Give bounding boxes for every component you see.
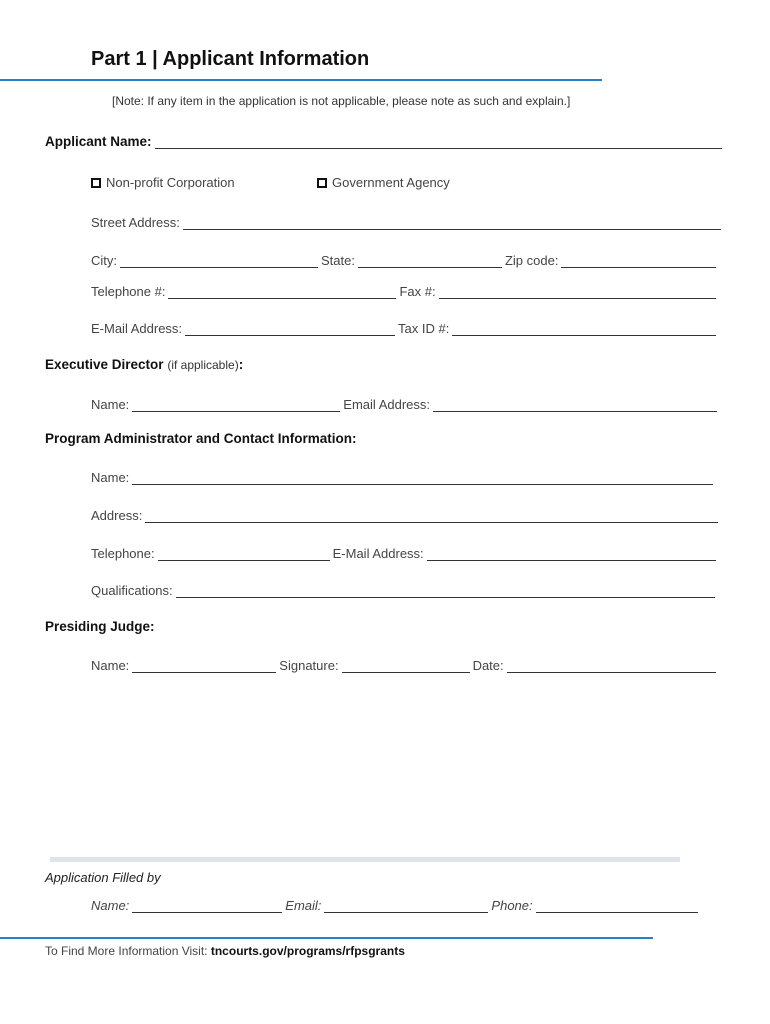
more-info-text [45,944,405,958]
filled-email-field[interactable] [324,899,488,913]
street-row [91,212,724,230]
exec-director-row [91,394,720,412]
admin-name-label: Name: [91,470,130,485]
admin-name-row [91,467,716,485]
filled-email-label: Email: [285,898,322,913]
judge-date-label: Date: [472,658,504,673]
filled-name-label: Name: [91,898,130,913]
instruction-note: [Note: If any item in the application is not applicable, please note as such and explain.] [112,94,571,108]
zip-field[interactable] [561,254,716,268]
admin-phone-email-row [91,543,719,561]
email-taxid-row [91,318,719,336]
filled-by-heading: Application Filled by [45,870,161,885]
exec-email-field[interactable] [433,398,717,412]
program-admin-heading: Program Administrator and Contact Information: [45,431,357,446]
exec-director-colon: : [238,357,244,372]
judge-signature-field[interactable] [342,659,470,673]
applicant-name-label: Applicant Name: [45,134,152,149]
admin-qual-label: Qualifications: [91,583,173,598]
nonprofit-checkbox[interactable] [91,178,101,188]
government-checkbox[interactable] [317,178,327,188]
government-option[interactable] [317,175,450,190]
state-field[interactable] [358,254,502,268]
street-label: Street Address: [91,215,180,230]
judge-name-field[interactable] [132,659,276,673]
email-label: E-Mail Address: [91,321,183,336]
admin-qual-field[interactable] [176,584,715,598]
taxid-field[interactable] [452,322,716,336]
applicant-name-row [45,131,725,149]
zip-label: Zip code: [504,253,559,268]
filled-by-row [91,895,701,913]
email-field[interactable] [185,322,395,336]
city-field[interactable] [120,254,318,268]
nonprofit-label: Non-profit Corporation [106,175,235,190]
exec-name-label: Name: [91,397,130,412]
fax-label: Fax #: [399,284,436,299]
title-divider [0,79,602,81]
admin-email-field[interactable] [427,547,716,561]
exec-director-heading [45,357,243,372]
page-title: Part 1 | Applicant Information [91,48,370,70]
admin-phone-field[interactable] [158,547,330,561]
info-link[interactable]: tncourts.gov/programs/rfpsgrants [210,944,405,958]
phone-fax-row [91,281,719,299]
phone-label: Telephone #: [91,284,166,299]
government-label: Government Agency [332,175,450,190]
visit-label: To Find More Information Visit: [45,944,208,958]
admin-email-label: E-Mail Address: [332,546,424,561]
footer-divider [0,937,653,939]
street-field[interactable] [183,216,721,230]
admin-address-field[interactable] [145,509,718,523]
filled-name-field[interactable] [132,899,282,913]
presiding-judge-heading: Presiding Judge: [45,619,155,634]
judge-row [91,655,719,673]
admin-name-field[interactable] [132,471,713,485]
nonprofit-option[interactable] [91,175,235,190]
city-label: City: [91,253,117,268]
admin-address-label: Address: [91,508,143,523]
judge-date-field[interactable] [507,659,716,673]
admin-address-row [91,505,721,523]
state-label: State: [321,253,355,268]
judge-name-label: Name: [91,658,130,673]
filled-phone-field[interactable] [536,899,698,913]
filled-phone-label: Phone: [491,898,533,913]
exec-director-title: Executive Director [45,357,164,372]
section-divider [50,857,680,862]
admin-phone-label: Telephone: [91,546,155,561]
phone-field[interactable] [168,285,396,299]
exec-email-label: Email Address: [343,397,430,412]
city-state-zip-row [91,250,719,268]
judge-signature-label: Signature: [279,658,339,673]
taxid-label: Tax ID #: [398,321,450,336]
admin-qual-row [91,580,718,598]
fax-field[interactable] [439,285,716,299]
exec-director-qualifier: (if applicable) [167,358,239,372]
applicant-name-field[interactable] [155,135,722,149]
exec-name-field[interactable] [132,398,340,412]
